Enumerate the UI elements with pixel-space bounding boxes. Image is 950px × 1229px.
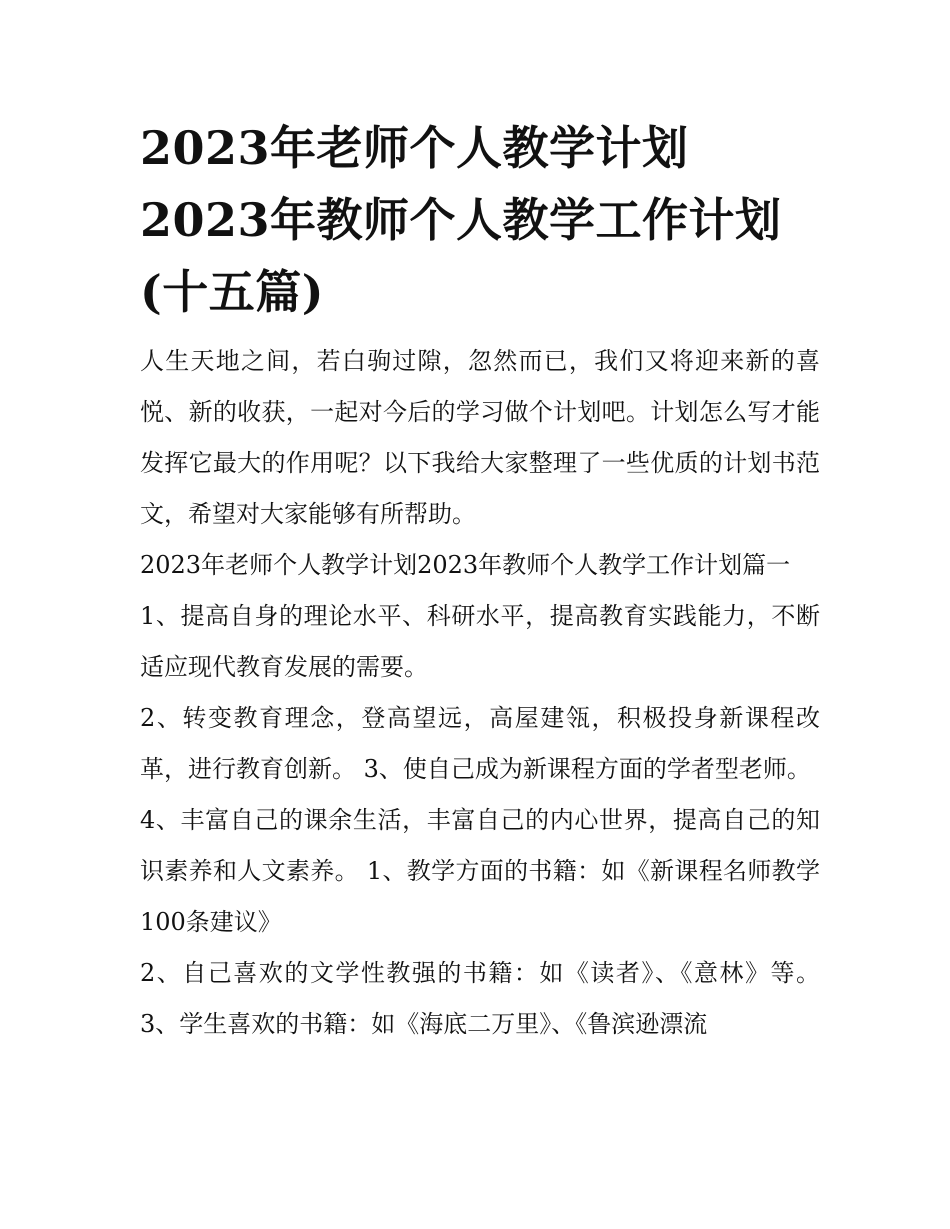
title-line-2: 2023年教师个人教学工作计划 <box>140 193 782 247</box>
document-title <box>140 112 820 328</box>
body-paragraph-1: 1、提高自身的理论水平、科研水平，提高教育实践能力，不断适应现代教育发展的需要。 <box>140 602 820 681</box>
body-paragraph-4: 2、自己喜欢的文学性教强的书籍：如《读者》、《意林》等。 3、学生喜欢的书籍：如《海底二万里》、《鲁滨逊漂流 <box>140 959 820 1038</box>
body-paragraph-3: 4、丰富自己的课余生活，丰富自己的内心世界，提高自己的知识素养和人文素养。 1、教学方面的书籍：如《新课程名师教学100条建议》 <box>140 806 820 936</box>
section-heading: 2023年老师个人教学计划2023年教师个人教学工作计划篇一 <box>140 551 791 579</box>
title-line-1: 2023年老师个人教学计划 <box>140 121 689 175</box>
document-page <box>140 112 820 1050</box>
intro-paragraph: 人生天地之间，若白驹过隙，忽然而已，我们又将迎来新的喜悦、新的收获，一起对今后的学习做个计划吧。计划怎么写才能发挥它最大的作用呢？以下我给大家整理了一些优质的计划书范文，希望对大家能够有所帮助。 <box>140 347 820 528</box>
title-line-3: (十五篇) <box>140 265 325 319</box>
body-paragraph-2: 2、转变教育理念，登高望远，高屋建瓴，积极投身新课程改革，进行教育创新。 3、使自己成为新课程方面的学者型老师。 <box>140 704 820 783</box>
